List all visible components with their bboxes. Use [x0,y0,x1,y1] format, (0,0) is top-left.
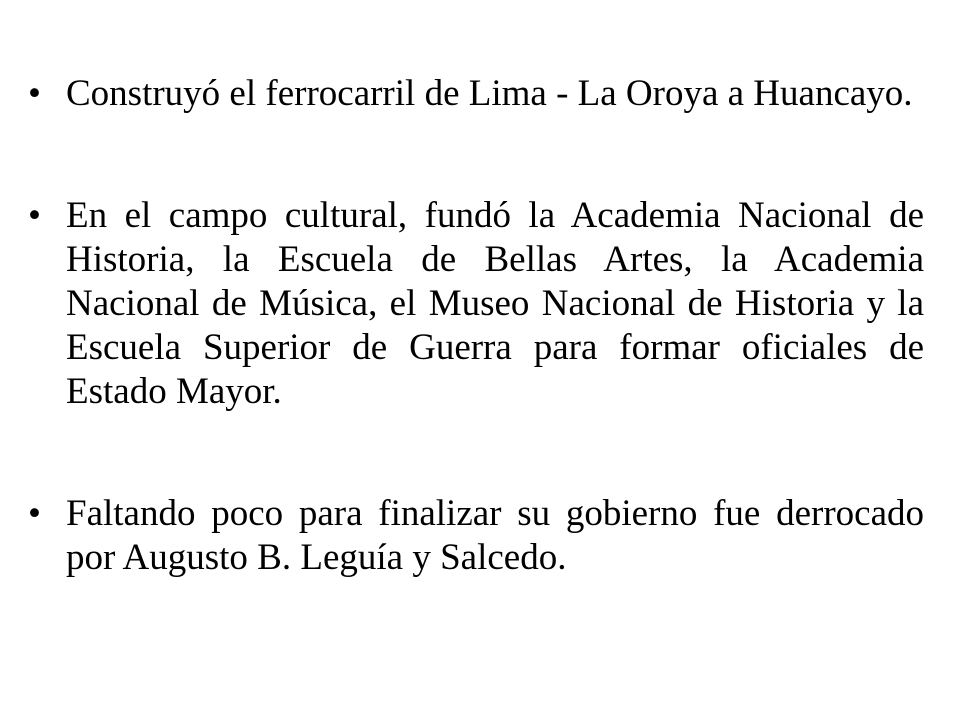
bullet-text: Faltando poco para finalizar su gobierno fue derrocado por Augusto B. Leguía y Salcedo. [66,493,924,578]
bullet-icon: • [28,493,41,534]
bullet-item [28,72,924,116]
bullet-text: En el campo cultural, fundó la Academia Nacional de Historia, la Escuela de Bellas Artes, la Academia Nacional de Música, el Museo Nacional de Historia y la Escuela Superior de Guerra para formar oficiales de Estado Mayor. [66,195,924,412]
bullet-icon: • [28,73,41,114]
bullet-item [28,492,924,580]
bullet-item [28,194,924,414]
bullet-list [28,72,924,580]
bullet-icon: • [28,195,41,236]
bullet-text: Construyó el ferrocarril de Lima - La Oroya a Huancayo. [66,73,913,114]
